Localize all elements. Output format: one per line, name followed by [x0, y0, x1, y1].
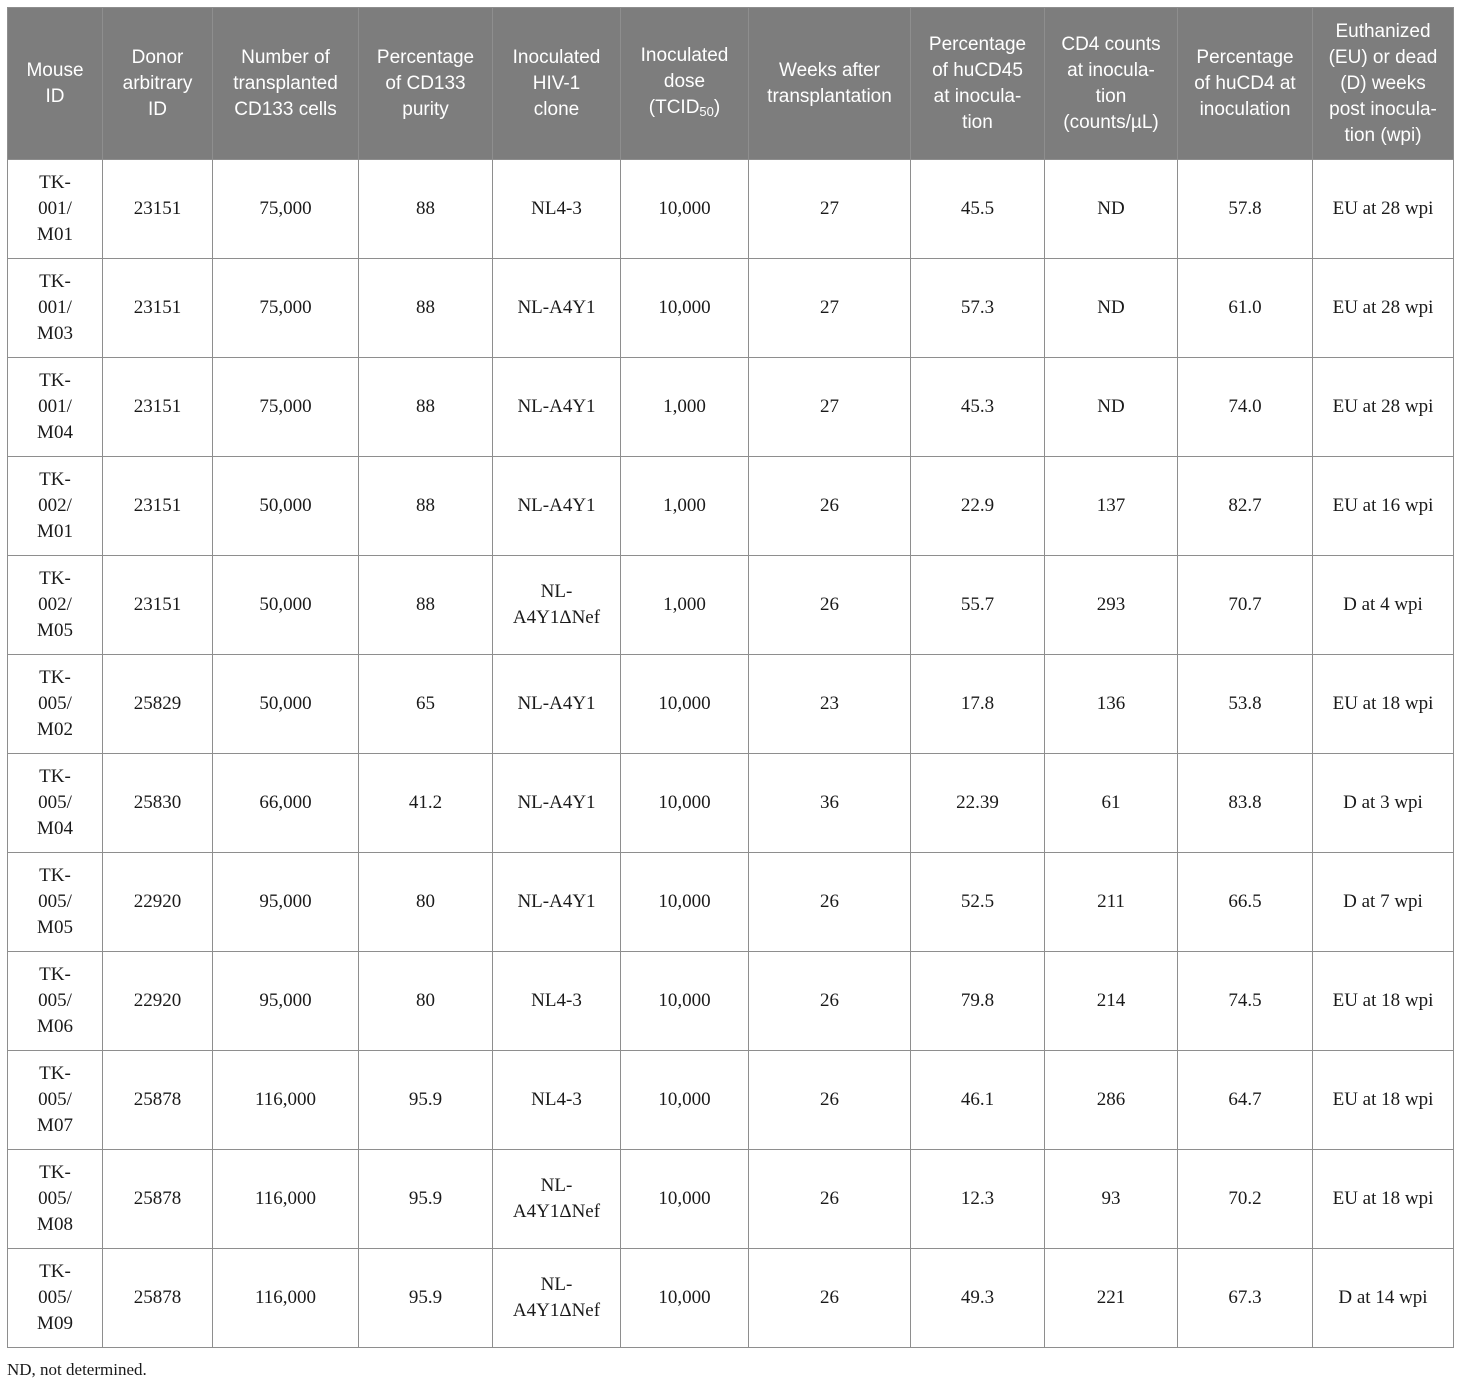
cell-hiv-clone: NL- A4Y1ΔNef [493, 556, 621, 655]
cell-cd4-counts: ND [1045, 358, 1178, 457]
header-transplanted-cells: Number of transplanted CD133 cells [213, 8, 359, 160]
cell-transplanted-cells: 75,000 [213, 160, 359, 259]
cell-hucd4-percentage: 57.8 [1178, 160, 1313, 259]
cell-hucd45-percentage: 45.3 [911, 358, 1045, 457]
table-body [8, 160, 1454, 1348]
cell-hucd45-percentage: 52.5 [911, 853, 1045, 952]
cell-hucd45-percentage: 49.3 [911, 1249, 1045, 1348]
header-mouse-id: Mouse ID [8, 8, 103, 160]
cell-cd133-purity: 65 [359, 655, 493, 754]
cell-cd4-counts: ND [1045, 259, 1178, 358]
header-donor-id: Donor arbitrary ID [103, 8, 213, 160]
cell-hucd4-percentage: 70.2 [1178, 1150, 1313, 1249]
cell-hiv-clone: NL4-3 [493, 1051, 621, 1150]
cell-inoculated-dose: 10,000 [621, 160, 749, 259]
cell-outcome: D at 14 wpi [1313, 1249, 1454, 1348]
cell-cd4-counts: 293 [1045, 556, 1178, 655]
cell-cd4-counts: 211 [1045, 853, 1178, 952]
cell-weeks-after-transplant: 26 [749, 1051, 911, 1150]
cell-weeks-after-transplant: 27 [749, 160, 911, 259]
cell-hiv-clone: NL- A4Y1ΔNef [493, 1150, 621, 1249]
cell-cd133-purity: 88 [359, 160, 493, 259]
cell-donor-id: 23151 [103, 457, 213, 556]
cell-outcome: EU at 18 wpi [1313, 1150, 1454, 1249]
cell-outcome: EU at 18 wpi [1313, 952, 1454, 1051]
cell-outcome: EU at 28 wpi [1313, 259, 1454, 358]
cell-outcome: D at 7 wpi [1313, 853, 1454, 952]
cell-hucd45-percentage: 46.1 [911, 1051, 1045, 1150]
cell-hucd4-percentage: 82.7 [1178, 457, 1313, 556]
table-row [8, 457, 1454, 556]
header-outcome: Euthanized (EU) or dead (D) weeks post inocula- tion (wpi) [1313, 8, 1454, 160]
table-row [8, 1051, 1454, 1150]
cell-donor-id: 23151 [103, 259, 213, 358]
cell-hucd4-percentage: 74.0 [1178, 358, 1313, 457]
table-row [8, 160, 1454, 259]
cell-mouse-id: TK- 005/ M07 [8, 1051, 103, 1150]
cell-weeks-after-transplant: 26 [749, 556, 911, 655]
cell-mouse-id: TK- 005/ M04 [8, 754, 103, 853]
cell-inoculated-dose: 10,000 [621, 1051, 749, 1150]
cell-inoculated-dose: 10,000 [621, 259, 749, 358]
cell-hucd4-percentage: 64.7 [1178, 1051, 1313, 1150]
cell-outcome: EU at 18 wpi [1313, 1051, 1454, 1150]
cell-cd4-counts: 137 [1045, 457, 1178, 556]
cell-cd4-counts: 214 [1045, 952, 1178, 1051]
header-weeks-after-transplant: Weeks after transplantation [749, 8, 911, 160]
data-table-container [7, 7, 1453, 1348]
cell-donor-id: 23151 [103, 556, 213, 655]
cell-outcome: EU at 18 wpi [1313, 655, 1454, 754]
cell-weeks-after-transplant: 26 [749, 1249, 911, 1348]
table-row [8, 853, 1454, 952]
table-footnote: ND, not determined. [7, 1360, 147, 1379]
cell-donor-id: 23151 [103, 160, 213, 259]
cell-cd133-purity: 80 [359, 853, 493, 952]
cell-hiv-clone: NL-A4Y1 [493, 655, 621, 754]
cell-hucd45-percentage: 57.3 [911, 259, 1045, 358]
cell-weeks-after-transplant: 23 [749, 655, 911, 754]
cell-mouse-id: TK- 005/ M02 [8, 655, 103, 754]
cell-hucd4-percentage: 67.3 [1178, 1249, 1313, 1348]
header-cd4-counts: CD4 counts at inocula- tion (counts/µL) [1045, 8, 1178, 160]
header-cd133-purity: Percentage of CD133 purity [359, 8, 493, 160]
cell-weeks-after-transplant: 26 [749, 1150, 911, 1249]
cell-mouse-id: TK- 005/ M06 [8, 952, 103, 1051]
cell-cd133-purity: 80 [359, 952, 493, 1051]
cell-donor-id: 25830 [103, 754, 213, 853]
cell-donor-id: 23151 [103, 358, 213, 457]
cell-donor-id: 22920 [103, 853, 213, 952]
cell-transplanted-cells: 50,000 [213, 655, 359, 754]
header-hucd4-percentage: Percentage of huCD4 at inoculation [1178, 8, 1313, 160]
cell-cd133-purity: 88 [359, 556, 493, 655]
cell-mouse-id: TK- 001/ M01 [8, 160, 103, 259]
cell-hucd45-percentage: 22.39 [911, 754, 1045, 853]
cell-donor-id: 22920 [103, 952, 213, 1051]
cell-weeks-after-transplant: 27 [749, 259, 911, 358]
cell-mouse-id: TK- 005/ M09 [8, 1249, 103, 1348]
cell-hucd45-percentage: 45.5 [911, 160, 1045, 259]
cell-inoculated-dose: 10,000 [621, 655, 749, 754]
cell-transplanted-cells: 116,000 [213, 1249, 359, 1348]
cell-transplanted-cells: 50,000 [213, 556, 359, 655]
cell-inoculated-dose: 10,000 [621, 1249, 749, 1348]
table-row [8, 655, 1454, 754]
cell-hucd45-percentage: 79.8 [911, 952, 1045, 1051]
cell-weeks-after-transplant: 26 [749, 952, 911, 1051]
cell-hucd45-percentage: 17.8 [911, 655, 1045, 754]
cell-hiv-clone: NL- A4Y1ΔNef [493, 1249, 621, 1348]
cell-inoculated-dose: 10,000 [621, 853, 749, 952]
cell-transplanted-cells: 75,000 [213, 259, 359, 358]
cell-cd133-purity: 88 [359, 259, 493, 358]
cell-donor-id: 25878 [103, 1051, 213, 1150]
cell-transplanted-cells: 116,000 [213, 1051, 359, 1150]
mouse-inoculation-table [7, 7, 1454, 1348]
cell-cd4-counts: 286 [1045, 1051, 1178, 1150]
cell-inoculated-dose: 1,000 [621, 556, 749, 655]
cell-cd4-counts: 221 [1045, 1249, 1178, 1348]
table-row [8, 358, 1454, 457]
cell-outcome: D at 3 wpi [1313, 754, 1454, 853]
cell-hucd4-percentage: 53.8 [1178, 655, 1313, 754]
cell-cd133-purity: 95.9 [359, 1051, 493, 1150]
table-row [8, 259, 1454, 358]
cell-mouse-id: TK- 001/ M04 [8, 358, 103, 457]
cell-inoculated-dose: 10,000 [621, 952, 749, 1051]
cell-hucd45-percentage: 22.9 [911, 457, 1045, 556]
cell-outcome: EU at 16 wpi [1313, 457, 1454, 556]
header-hucd45-percentage: Percentage of huCD45 at inocula- tion [911, 8, 1045, 160]
cell-outcome: EU at 28 wpi [1313, 358, 1454, 457]
cell-cd133-purity: 88 [359, 457, 493, 556]
cell-mouse-id: TK- 002/ M05 [8, 556, 103, 655]
cell-hiv-clone: NL4-3 [493, 160, 621, 259]
cell-cd4-counts: 93 [1045, 1150, 1178, 1249]
cell-outcome: EU at 28 wpi [1313, 160, 1454, 259]
cell-weeks-after-transplant: 26 [749, 457, 911, 556]
cell-inoculated-dose: 10,000 [621, 1150, 749, 1249]
cell-hucd4-percentage: 66.5 [1178, 853, 1313, 952]
cell-cd4-counts: 136 [1045, 655, 1178, 754]
cell-mouse-id: TK- 005/ M08 [8, 1150, 103, 1249]
cell-donor-id: 25829 [103, 655, 213, 754]
cell-transplanted-cells: 66,000 [213, 754, 359, 853]
cell-hucd4-percentage: 70.7 [1178, 556, 1313, 655]
cell-transplanted-cells: 116,000 [213, 1150, 359, 1249]
cell-hiv-clone: NL-A4Y1 [493, 358, 621, 457]
cell-mouse-id: TK- 002/ M01 [8, 457, 103, 556]
cell-hucd45-percentage: 12.3 [911, 1150, 1045, 1249]
cell-weeks-after-transplant: 26 [749, 853, 911, 952]
cell-weeks-after-transplant: 36 [749, 754, 911, 853]
cell-hucd45-percentage: 55.7 [911, 556, 1045, 655]
cell-hiv-clone: NL-A4Y1 [493, 853, 621, 952]
cell-cd133-purity: 88 [359, 358, 493, 457]
cell-transplanted-cells: 95,000 [213, 952, 359, 1051]
cell-weeks-after-transplant: 27 [749, 358, 911, 457]
header-row [8, 8, 1454, 160]
table-row [8, 1150, 1454, 1249]
cell-hiv-clone: NL-A4Y1 [493, 259, 621, 358]
cell-transplanted-cells: 75,000 [213, 358, 359, 457]
cell-inoculated-dose: 10,000 [621, 754, 749, 853]
cell-cd4-counts: ND [1045, 160, 1178, 259]
cell-mouse-id: TK- 001/ M03 [8, 259, 103, 358]
cell-hucd4-percentage: 74.5 [1178, 952, 1313, 1051]
cell-hiv-clone: NL-A4Y1 [493, 457, 621, 556]
cell-cd133-purity: 41.2 [359, 754, 493, 853]
header-hiv-clone: Inoculated HIV-1 clone [493, 8, 621, 160]
cell-cd133-purity: 95.9 [359, 1150, 493, 1249]
cell-hucd4-percentage: 83.8 [1178, 754, 1313, 853]
table-row [8, 952, 1454, 1051]
cell-inoculated-dose: 1,000 [621, 457, 749, 556]
cell-transplanted-cells: 95,000 [213, 853, 359, 952]
header-inoculated-dose: Inoculated dose $(TCID_{50})$ [621, 8, 749, 160]
cell-hucd4-percentage: 61.0 [1178, 259, 1313, 358]
cell-donor-id: 25878 [103, 1150, 213, 1249]
cell-hiv-clone: NL4-3 [493, 952, 621, 1051]
cell-outcome: D at 4 wpi [1313, 556, 1454, 655]
cell-transplanted-cells: 50,000 [213, 457, 359, 556]
table-row [8, 1249, 1454, 1348]
cell-cd133-purity: 95.9 [359, 1249, 493, 1348]
cell-donor-id: 25878 [103, 1249, 213, 1348]
table-row [8, 754, 1454, 853]
cell-mouse-id: TK- 005/ M05 [8, 853, 103, 952]
cell-hiv-clone: NL-A4Y1 [493, 754, 621, 853]
cell-cd4-counts: 61 [1045, 754, 1178, 853]
table-row [8, 556, 1454, 655]
cell-inoculated-dose: 1,000 [621, 358, 749, 457]
